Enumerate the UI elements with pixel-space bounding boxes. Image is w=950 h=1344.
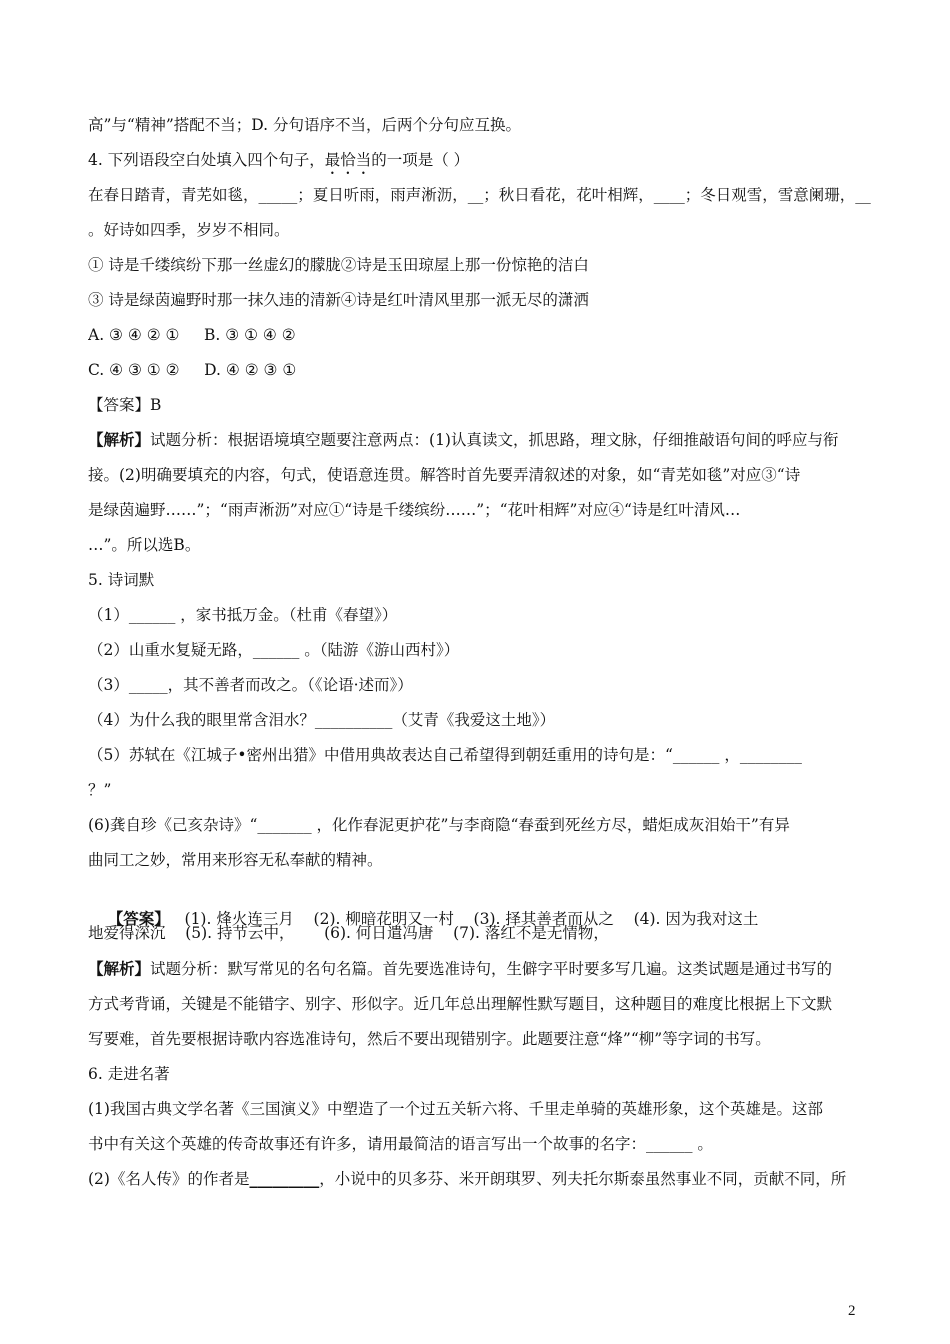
- text-line: …”。所以选B。: [88, 536, 201, 554]
- analysis-label: 【解析】: [88, 959, 151, 978]
- text-line: 。好诗如四季，岁岁不相同。: [88, 221, 290, 239]
- question-5-title: 5. 诗词默: [88, 571, 155, 589]
- choice-line: C. ④ ③ ① ② D. ④ ② ③ ①: [88, 361, 297, 379]
- text-line: 地爱得深沉 (5). 持节云中， (6). 何日遣冯唐 (7). 落红不是无情物，: [88, 924, 609, 942]
- analysis-line: [88, 958, 878, 980]
- answer-label: 【答案】: [107, 909, 170, 928]
- text-span: 试题分析：默写常见的名句名篇。首先要选准诗句，生僻字平时要多写几遍。这类试题是通过书写的: [150, 960, 833, 978]
- analysis-line: [88, 429, 878, 451]
- text-line: 高”与“精神”搭配不当；D. 分句语序不当，后两个分句应互换。: [88, 116, 522, 134]
- text-line: (1)我国古典文学名著《三国演义》中塑造了一个过五关斩六将、千里走单骑的英雄形象，这个英雄是。这部: [88, 1100, 823, 1118]
- choice-line: A. ③ ④ ② ① B. ③ ① ④ ②: [88, 326, 296, 344]
- text-line: (6)龚自珍《己亥杂诗》“_______ ，化作春泥更护花”与李商隐“春蚕到死丝方尽，蜡炬成灰泪始干”有异: [88, 816, 790, 834]
- text-span: 4. 下列语段空白处填入四个句子，: [88, 151, 325, 169]
- text-line: ？”: [88, 781, 112, 799]
- answer-line: 【答案】B: [88, 396, 162, 414]
- text-line: （3）_____，其不善者而改之。（《论语·述而》）: [88, 676, 413, 694]
- text-line: 写要难，首先要根据诗歌内容选准诗句，然后不要出现错别字。此题要注意“烽”“柳”等字词的书写。: [88, 1030, 771, 1048]
- option-line: ① 诗是千缕缤纷下那一丝虚幻的朦胧②诗是玉田琼屋上那一份惊艳的洁白: [88, 256, 589, 274]
- text-line: （5）苏轼在《江城子•密州出猎》中借用典故表达自己希望得到朝廷重用的诗句是：“______ ，________: [88, 746, 802, 764]
- option-line: ③ 诗是绿茵遍野时那一抹久违的清新④诗是红叶清风里那一派无尽的潇洒: [88, 291, 589, 309]
- page-number: 2: [848, 1303, 856, 1319]
- text-span: 试题分析：根据语境填空题要注意两点：(1)认真读文，抓思路，理文脉，仔细推敲语句间的呼应与衔: [150, 431, 839, 449]
- blank: _________: [249, 1169, 320, 1188]
- emphasized-text: 最恰当: [324, 151, 372, 169]
- text-line: 书中有关这个英雄的传奇故事还有许多，请用最简洁的语言写出一个故事的名字：______ 。: [88, 1135, 713, 1153]
- text-line: （1）______ ，家书抵万金。（杜甫《春望》）: [88, 606, 398, 624]
- text-line: 曲同工之妙，常用来形容无私奉献的精神。: [88, 851, 383, 869]
- text-line: 方式考背诵，关键是不能错字、别字、形似字。近几年总出理解性默写题目，这种题目的难度比根据上下文默: [88, 995, 833, 1013]
- question-6-title: 6. 走进名著: [88, 1065, 170, 1083]
- text-span: 的一项是（ ）: [371, 151, 470, 169]
- text-line: （2）山重水复疑无路，______ 。（陆游《游山西村》）: [88, 641, 460, 659]
- text-line: 接。(2)明确要填充的内容，句式，使语意连贯。解答时首先要弄清叙述的对象，如“青芜如毯”对应③“诗: [88, 466, 801, 484]
- text-line: （4）为什么我的眼里常含泪水？__________（艾青《我爱这土地》）: [88, 711, 556, 729]
- text-span: ，小说中的贝多芬、米开朗琪罗、列夫托尔斯泰虽然事业不同，贡献不同，所: [319, 1170, 847, 1188]
- analysis-label: 【解析】: [88, 430, 151, 449]
- text-line: [88, 1168, 878, 1190]
- text-span: (2)《名人传》的作者是: [88, 1170, 250, 1188]
- question-4-stem: [88, 149, 878, 178]
- text-line: 在春日踏青，青芜如毯，_____；夏日听雨，雨声淅沥，__；秋日看花，花叶相辉，____；冬日观雪，雪意阑珊，__: [88, 186, 871, 204]
- text-span: (1). 烽火连三月 (2). 柳暗花明又一村 (3). 择其善者而从之 (4). 因为我对这土: [169, 910, 759, 928]
- text-line: 是绿茵遍野……”；“雨声淅沥”对应①“诗是千缕缤纷……”；“花叶相辉”对应④“诗是红叶清风…: [88, 501, 741, 519]
